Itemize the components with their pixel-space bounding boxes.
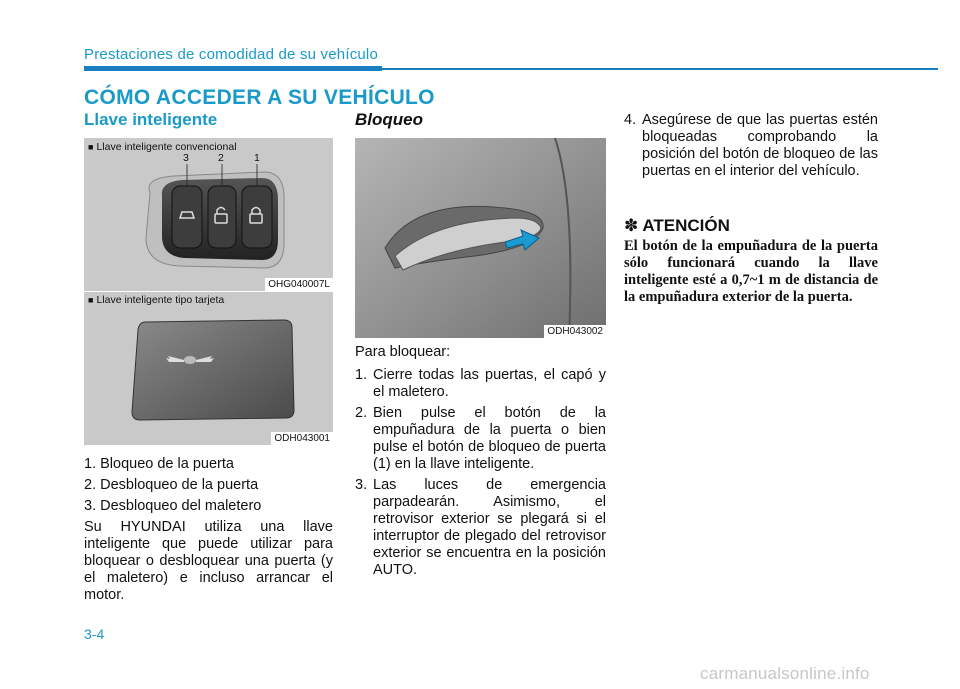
figure-caption: ■ Llave inteligente tipo tarjeta	[88, 294, 225, 306]
step-number: 4.	[624, 112, 637, 128]
warning-text: El botón de la empuñadura de la puerta sólo funcionará cuando la llave inteligente esté a 0,7~1 m de distancia de la empuñadura exterior de la puerta.	[624, 238, 878, 305]
smart-key-illustration	[84, 138, 333, 291]
locking-title: Bloqueo	[355, 110, 423, 129]
callout-number-1: 1	[254, 152, 260, 164]
unlock-button	[208, 186, 236, 248]
card-body	[132, 320, 294, 420]
callout-number-3: 3	[183, 152, 189, 164]
step-number: 3.	[355, 477, 368, 493]
step-item	[355, 367, 606, 401]
watermark: carmanualsonline.info	[700, 664, 870, 683]
steps-intro: Para bloquear:	[355, 344, 451, 360]
door-handle-illustration	[355, 138, 606, 338]
list-item: 1. Bloqueo de la puerta	[84, 456, 234, 472]
page-number: 3-4	[84, 626, 105, 642]
warning-title: ✽ ATENCIÓN	[624, 216, 730, 235]
section-title-bar	[84, 66, 382, 71]
trunk-button	[172, 186, 202, 248]
list-item: 3. Desbloqueo del maletero	[84, 498, 262, 514]
step-text: Bien pulse el botón de la empuñadura de la puerta o bien pulse el botón de bloqueo de puerta (1) en la llave inteligente.	[373, 405, 606, 472]
figure-door-handle	[355, 138, 606, 338]
step-item	[624, 112, 878, 180]
figure-code: ODH043001	[271, 432, 333, 445]
figure-conventional-key	[84, 138, 333, 291]
card-key-illustration	[84, 292, 333, 445]
section-title-rule	[382, 68, 938, 70]
section-title: Prestaciones de comodidad de su vehículo	[84, 46, 379, 63]
step-item	[355, 405, 606, 473]
step-text: Las luces de emergencia parpadearán. Asimismo, el retrovisor exterior se plegará si el interruptor de plegado del retrovisor exterior se encuentra en la posición AUTO.	[373, 477, 606, 578]
chapter-title: CÓMO ACCEDER A SU VEHÍCULO	[84, 86, 435, 109]
middle-column-text	[355, 344, 606, 583]
step-number: 1.	[355, 367, 368, 383]
figure-code: ODH043002	[544, 325, 606, 338]
intro-paragraph: Su HYUNDAI utiliza una llave inteligente que puede utilizar para bloquear o desbloquear una puerta (y el maletero) e incluso arrancar el motor.	[84, 519, 333, 603]
right-column-text	[624, 112, 878, 184]
step-text: Asegúrese de que las puertas estén bloqueadas comprobando la posición del botón de bloqueo de las puertas en el interior del vehículo.	[642, 112, 878, 179]
left-column-text	[84, 456, 333, 608]
subtitle-smart-key: Llave inteligente	[84, 110, 218, 129]
figure-code: OHG040007L	[265, 278, 333, 291]
step-number: 2.	[355, 405, 368, 421]
figure-caption: ■ Llave inteligente convencional	[88, 141, 237, 153]
callout-number-2: 2	[218, 152, 224, 164]
step-item	[355, 477, 606, 579]
list-item: 2. Desbloqueo de la puerta	[84, 477, 259, 493]
step-text: Cierre todas las puertas, el capó y el maletero.	[373, 367, 606, 400]
figure-card-key	[84, 292, 333, 445]
lock-button	[242, 186, 272, 248]
